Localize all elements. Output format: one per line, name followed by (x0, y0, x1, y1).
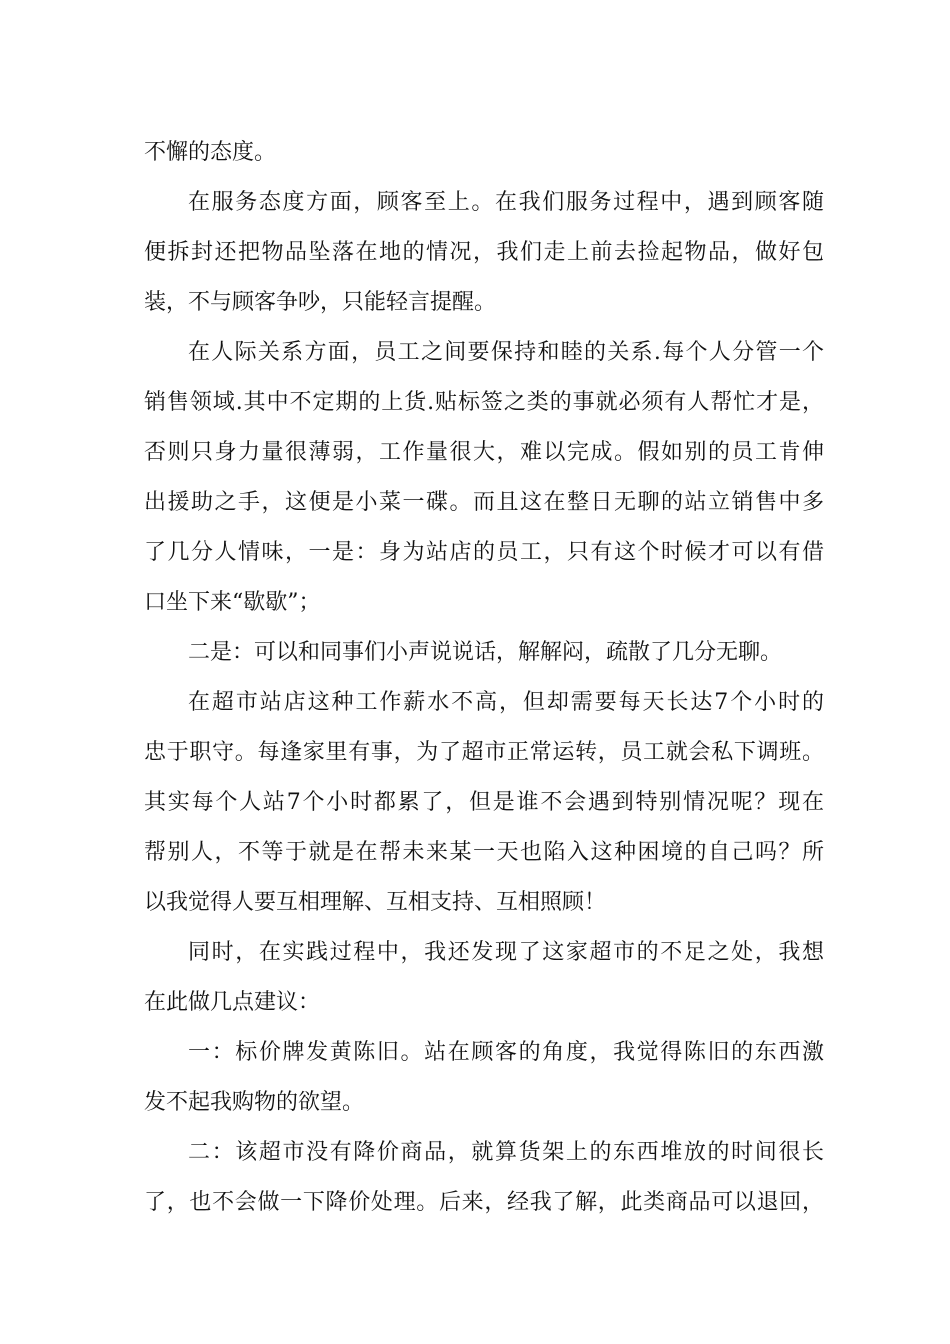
text-line: 二是：可以和同事们小声说说话，解解闷，疏散了几分无聊。 (188, 640, 783, 665)
text-line: 一：标价牌发黄陈旧。站在顾客的角度，我觉得陈旧的东西激 (188, 1040, 824, 1065)
text-line: 忠于职守。每逢家里有事，为了超市正常运转，员工就会私下调班。 (144, 740, 824, 765)
text-line: 帮别人，不等于就是在帮未来某一天也陷入这种困境的自己吗？所 (144, 840, 824, 865)
text-line: 口坐下来“歇歇”； (144, 590, 321, 615)
text-line: 了，也不会做一下降价处理。后来，经我了解，此类商品可以退回， (144, 1190, 824, 1215)
text-line: 在超市站店这种工作薪水不高，但却需要每天长达7个小时的 (188, 690, 824, 715)
text-line: 不懈的态度。 (144, 140, 277, 165)
text-line: 同时，在实践过程中，我还发现了这家超市的不足之处，我想 (188, 940, 824, 965)
text-line: 出援助之手，这便是小菜一碟。而且这在整日无聊的站立销售中多 (144, 490, 824, 515)
text-line: 了几分人情味，一是：身为站店的员工，只有这个时候才可以有借 (144, 540, 824, 565)
text-line: 在此做几点建议： (144, 990, 321, 1015)
text-line: 否则只身力量很薄弱，工作量很大，难以完成。假如别的员工肯伸 (144, 440, 824, 465)
text-line: 二：该超市没有降价商品，就算货架上的东西堆放的时间很长 (188, 1140, 824, 1165)
text-line: 销售领域.其中不定期的上货.贴标签之类的事就必须有人帮忙才是， (144, 390, 824, 415)
text-line: 装，不与顾客争吵，只能轻言提醒。 (144, 290, 497, 315)
text-line: 发不起我购物的欲望。 (144, 1090, 365, 1115)
text-line: 便拆封还把物品坠落在地的情况，我们走上前去捡起物品，做好包 (144, 240, 824, 265)
text-line: 其实每个人站7个小时都累了，但是谁不会遇到特别情况呢？现在 (144, 790, 824, 815)
text-line: 在人际关系方面，员工之间要保持和睦的关系.每个人分管一个 (188, 340, 824, 365)
text-line: 在服务态度方面，顾客至上。在我们服务过程中，遇到顾客随 (188, 190, 824, 215)
text-line: 以我觉得人要互相理解、互相支持、互相照顾！ (144, 890, 607, 915)
document-body (144, 128, 824, 1228)
